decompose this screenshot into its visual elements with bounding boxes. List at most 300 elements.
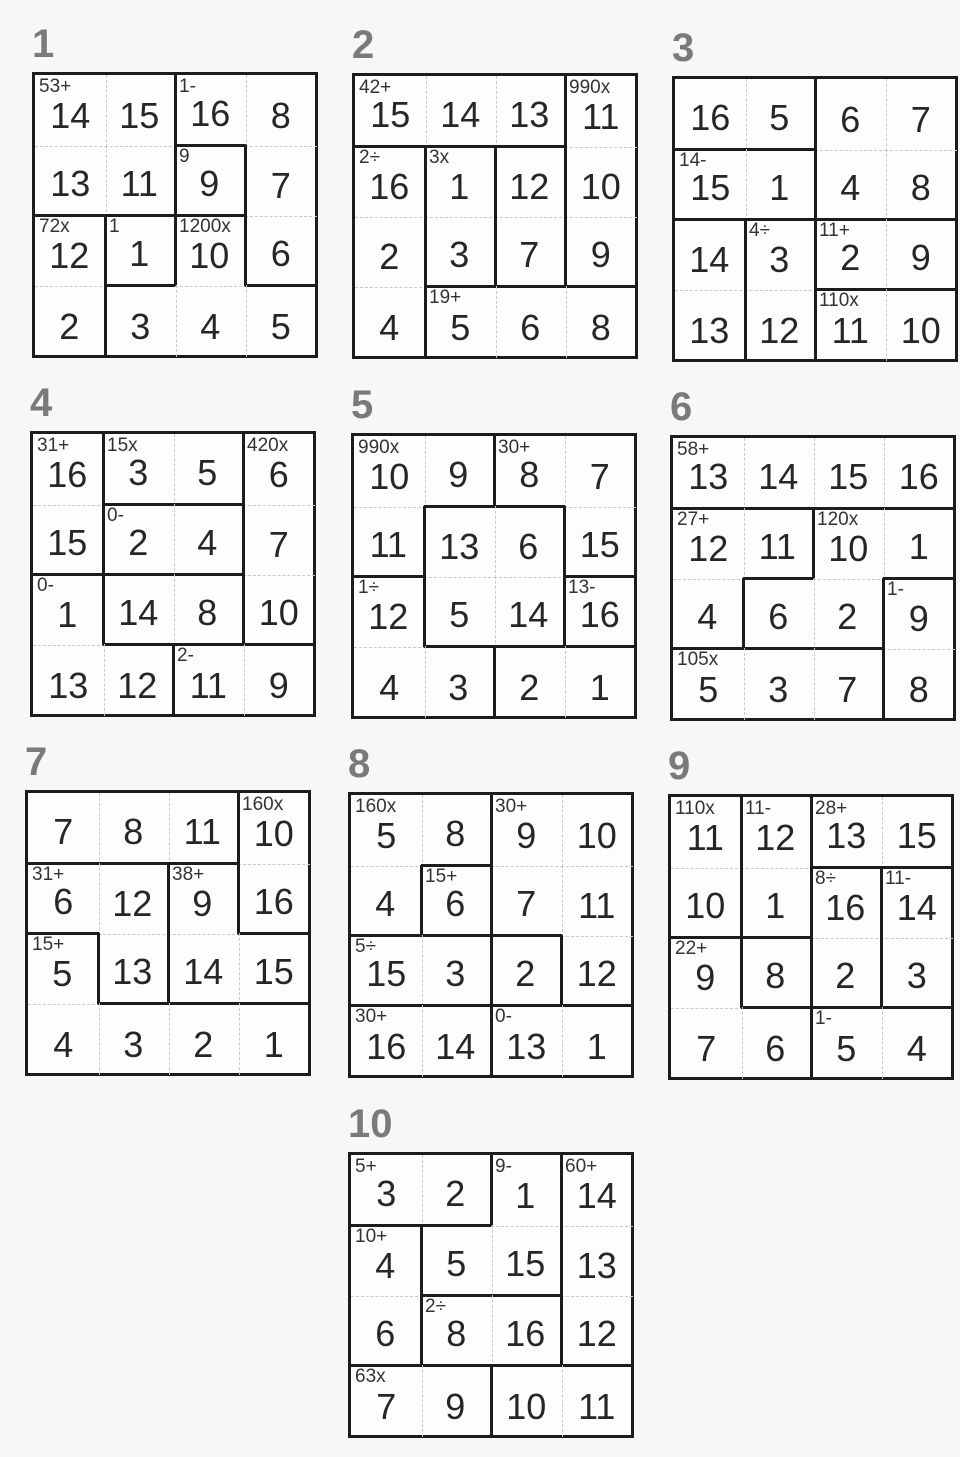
grid-cell[interactable] [881,797,953,869]
cell-value: 11 [183,810,221,852]
grid-cell[interactable] [33,574,105,646]
grid-cell[interactable] [103,504,175,576]
cell-value: 1 [263,1023,284,1065]
grid-cell[interactable] [35,215,107,287]
grid-cell[interactable] [491,1005,563,1077]
grid-cell[interactable] [175,145,247,217]
grid-cell[interactable] [564,646,636,718]
puzzle-number: 9 [668,744,691,788]
grid-cell[interactable] [815,79,887,151]
cell-value: 6 [768,595,789,637]
cage-clue: 28+ [815,798,848,819]
cell-value: 12 [509,165,550,207]
cell-value: 12 [576,1312,617,1354]
grid-cell[interactable] [245,285,317,357]
cell-value: 15 [579,523,620,565]
cell-value: 15 [690,166,731,208]
grid-cell[interactable] [425,146,497,218]
cell-value: 5 [449,593,470,635]
grid-cell[interactable] [743,438,815,510]
grid-cell[interactable] [495,146,567,218]
cell-value: 11 [120,162,158,204]
grid-cell[interactable] [881,867,953,939]
grid-cell[interactable] [243,434,315,506]
puzzle-grid [670,435,956,721]
grid-cell[interactable] [168,863,240,935]
grid-cell[interactable] [564,576,636,648]
cell-value: 3 [769,238,790,280]
grid-cell[interactable] [424,576,496,648]
grid-cell[interactable] [495,216,567,288]
cell-value: 10 [506,1385,547,1427]
cell-value: 12 [112,882,153,924]
cage-clue: 1- [887,579,904,600]
grid-cell[interactable] [105,75,177,147]
cell-value: 7 [516,882,537,924]
cage-clue: 990x [569,77,611,98]
grid-cell[interactable] [741,937,813,1009]
grid-cell[interactable] [28,1003,100,1075]
grid-cell[interactable] [491,1155,563,1227]
grid-cell[interactable] [421,935,493,1007]
grid-cell[interactable] [238,1003,310,1075]
grid-cell[interactable] [238,933,310,1005]
grid-cell[interactable] [33,644,105,716]
puzzle-number: 10 [348,1102,393,1146]
grid-cell[interactable] [881,937,953,1009]
grid-cell[interactable] [421,795,493,867]
grid-cell[interactable] [168,933,240,1005]
cell-value: 12 [576,952,617,994]
puzzle-number: 8 [348,742,371,786]
grid-cell[interactable] [243,644,315,716]
cell-value: 6 [53,880,74,922]
grid-cell[interactable] [245,215,317,287]
grid-cell[interactable] [495,286,567,358]
grid-cell[interactable] [561,865,633,937]
grid-cell[interactable] [421,1225,493,1297]
grid-cell[interactable] [105,145,177,217]
grid-cell[interactable] [491,1225,563,1297]
cell-value: 3 [445,952,466,994]
cage-clue: 15x [107,435,138,456]
cell-value: 6 [520,306,541,348]
grid-cell[interactable] [351,935,423,1007]
cage-clue: 110x [819,290,859,311]
grid-cell[interactable] [565,286,637,358]
grid-cell[interactable] [351,1225,423,1297]
cell-value: 12 [688,527,729,569]
grid-cell[interactable] [105,215,177,287]
cell-value: 1 [589,666,610,708]
cell-value: 2 [515,952,536,994]
grid-cell[interactable] [813,508,885,580]
grid-cell[interactable] [675,289,747,361]
grid-cell[interactable] [885,289,957,361]
cage-clue: 160x [242,794,284,815]
cell-value: 6 [765,1027,786,1069]
cage-clue: 13- [568,577,596,598]
cell-value: 9 [695,956,716,998]
grid-cell[interactable] [675,219,747,291]
grid-cell[interactable] [98,863,170,935]
grid-cell[interactable] [105,285,177,357]
cell-value: 2 [840,236,861,278]
cell-value: 8 [446,1312,467,1354]
cell-value: 3 [123,1023,144,1065]
cell-value: 10 [685,884,726,926]
grid-cell[interactable] [103,574,175,646]
grid-cell[interactable] [494,506,566,578]
grid-cell[interactable] [491,935,563,1007]
cage-clue: 8÷ [815,868,836,889]
grid-cell[interactable] [743,508,815,580]
cage-clue: 1 [109,216,120,237]
cell-value: 4 [197,521,218,563]
cell-value: 16 [47,453,88,495]
cell-value: 2 [193,1023,214,1065]
cell-value: 9 [590,233,611,275]
cell-value: 7 [270,164,291,206]
grid-cell[interactable] [421,1295,493,1367]
cage-clue: 63x [355,1366,386,1387]
cage-clue: 15+ [32,934,65,955]
grid-cell[interactable] [243,574,315,646]
cell-value: 7 [376,1385,397,1427]
cell-value: 8 [445,812,466,854]
cage-clue: 5+ [355,1156,377,1177]
cell-value: 12 [117,664,158,706]
cell-value: 11 [578,884,616,926]
cell-value: 14 [183,950,224,992]
cell-value: 13 [509,93,550,135]
puzzle-number: 7 [25,740,48,784]
grid-cell[interactable] [243,504,315,576]
grid-cell[interactable] [351,1365,423,1437]
grid-cell[interactable] [168,1003,240,1075]
grid-cell[interactable] [883,438,955,510]
grid-cell[interactable] [424,646,496,718]
cell-value: 3 [130,305,151,347]
cell-value: 3 [448,666,469,708]
grid-cell[interactable] [354,646,426,718]
puzzle-grid [348,792,634,1078]
cell-value: 13 [688,455,729,497]
grid-cell[interactable] [675,79,747,151]
cell-value: 15 [253,950,294,992]
grid-cell[interactable] [351,795,423,867]
cage-clue: 19+ [429,287,462,308]
cell-value: 2 [128,521,149,563]
puzzle-number: 3 [672,26,695,70]
cell-value: 7 [837,668,858,710]
grid-cell[interactable] [98,793,170,865]
grid-cell[interactable] [883,578,955,650]
grid-cell[interactable] [813,438,885,510]
grid-cell[interactable] [424,506,496,578]
grid-cell[interactable] [35,285,107,357]
grid-cell[interactable] [355,216,427,288]
grid-cell[interactable] [355,286,427,358]
cell-value: 8 [908,668,929,710]
grid-cell[interactable] [565,216,637,288]
grid-cell[interactable] [175,285,247,357]
grid-cell[interactable] [425,216,497,288]
grid-cell[interactable] [745,79,817,151]
grid-cell[interactable] [173,644,245,716]
grid-cell[interactable] [565,146,637,218]
cage-clue: 0- [495,1006,512,1027]
cage-clue: 9- [495,1156,512,1177]
grid-cell[interactable] [815,289,887,361]
cage-clue: 1200x [179,216,231,237]
cell-value: 14 [435,1025,476,1067]
grid-cell[interactable] [424,436,496,508]
grid-cell[interactable] [173,574,245,646]
cell-value: 13 [48,664,89,706]
grid-cell[interactable] [811,867,883,939]
grid-cell[interactable] [245,75,317,147]
grid-cell[interactable] [741,797,813,869]
cell-value: 7 [268,523,289,565]
grid-cell[interactable] [881,1007,953,1079]
grid-cell[interactable] [355,146,427,218]
puzzle-grid [25,790,311,1076]
puzzle-number: 6 [670,385,693,429]
grid-cell[interactable] [491,1295,563,1367]
grid-cell[interactable] [421,865,493,937]
grid-cell[interactable] [885,149,957,221]
cell-value: 3 [768,668,789,710]
grid-cell[interactable] [494,576,566,648]
grid-cell[interactable] [741,867,813,939]
grid-cell[interactable] [741,1007,813,1079]
grid-cell[interactable] [883,648,955,720]
grid-cell[interactable] [421,1005,493,1077]
cell-value: 13 [439,525,480,567]
grid-cell[interactable] [491,1365,563,1437]
cell-value: 14 [896,886,937,928]
cell-value: 4 [379,666,400,708]
cell-value: 15 [47,521,88,563]
grid-cell[interactable] [673,438,745,510]
cell-value: 3 [449,233,470,275]
cell-value: 4 [697,595,718,637]
grid-cell[interactable] [561,1295,633,1367]
cage-clue: 0- [37,575,54,596]
cell-value: 14 [508,593,549,635]
grid-cell[interactable] [671,867,743,939]
grid-cell[interactable] [743,648,815,720]
grid-cell[interactable] [673,508,745,580]
grid-cell[interactable] [238,863,310,935]
grid-cell[interactable] [103,644,175,716]
cell-value: 8 [910,166,931,208]
cage-clue: 0- [107,505,124,526]
cage-clue: 420x [247,435,289,456]
grid-cell[interactable] [351,1295,423,1367]
grid-cell[interactable] [491,795,563,867]
cell-value: 6 [518,525,539,567]
cage-clue: 72x [39,216,70,237]
puzzle-grid [32,72,318,358]
cell-value: 13 [112,950,153,992]
grid-cell[interactable] [885,79,957,151]
cell-value: 8 [270,94,291,136]
cell-value: 2 [519,666,540,708]
cell-value: 15 [370,93,411,135]
grid-cell[interactable] [98,1003,170,1075]
cell-value: 4 [375,1244,396,1286]
grid-cell[interactable] [675,149,747,221]
grid-cell[interactable] [245,145,317,217]
cage-clue: 160x [355,796,397,817]
grid-cell[interactable] [494,646,566,718]
grid-cell[interactable] [673,578,745,650]
cage-clue: 31+ [32,864,65,885]
cell-value: 3 [906,954,927,996]
grid-cell[interactable] [35,145,107,217]
grid-cell[interactable] [421,1155,493,1227]
grid-cell[interactable] [173,504,245,576]
grid-cell[interactable] [811,1007,883,1079]
cell-value: 11 [758,525,796,567]
grid-cell[interactable] [561,795,633,867]
cell-value: 11 [369,523,407,565]
grid-cell[interactable] [565,76,637,148]
grid-cell[interactable] [671,1007,743,1079]
grid-cell[interactable] [815,149,887,221]
cell-value: 14 [758,455,799,497]
grid-cell[interactable] [671,937,743,1009]
cage-clue: 15+ [425,866,458,887]
grid-cell[interactable] [564,506,636,578]
grid-cell[interactable] [561,935,633,1007]
grid-cell[interactable] [564,436,636,508]
cell-value: 6 [270,232,291,274]
grid-cell[interactable] [491,865,563,937]
cage-clue: 60+ [565,1156,598,1177]
cell-value: 4 [200,305,221,347]
grid-cell[interactable] [883,508,955,580]
grid-cell[interactable] [355,76,427,148]
cell-value: 11 [582,95,620,137]
grid-cell[interactable] [561,1225,633,1297]
cell-value: 13 [506,1025,547,1067]
cage-clue: 10+ [355,1226,388,1247]
grid-cell[interactable] [173,434,245,506]
grid-cell[interactable] [745,289,817,361]
grid-cell[interactable] [561,1005,633,1077]
cage-clue: 11- [745,798,772,819]
grid-cell[interactable] [354,436,426,508]
grid-cell[interactable] [811,937,883,1009]
cell-value: 12 [755,816,796,858]
cell-value: 4 [375,882,396,924]
cell-value: 10 [253,812,294,854]
grid-cell[interactable] [168,793,240,865]
cage-clue: 42+ [359,77,392,98]
grid-cell[interactable] [885,219,957,291]
cell-value: 13 [576,1244,617,1286]
cell-value: 9 [445,1385,466,1427]
cell-value: 16 [253,880,294,922]
grid-cell[interactable] [421,1365,493,1437]
cell-value: 5 [698,668,719,710]
grid-cell[interactable] [33,434,105,506]
grid-cell[interactable] [815,219,887,291]
cell-value: 1 [515,1174,536,1216]
grid-cell[interactable] [98,933,170,1005]
cage-clue: 53+ [39,76,72,97]
grid-cell[interactable] [671,797,743,869]
cage-clue: 9 [179,146,190,167]
cell-value: 9 [199,162,220,204]
grid-cell[interactable] [561,1155,633,1227]
cell-value: 1 [769,166,790,208]
cell-value: 5 [769,96,790,138]
grid-cell[interactable] [351,865,423,937]
cell-value: 2 [379,235,400,277]
grid-cell[interactable] [354,576,426,648]
grid-cell[interactable] [745,149,817,221]
grid-cell[interactable] [238,793,310,865]
cell-value: 16 [898,455,939,497]
grid-cell[interactable] [494,436,566,508]
grid-cell[interactable] [745,219,817,291]
grid-cell[interactable] [425,76,497,148]
cell-value: 12 [49,234,90,276]
grid-cell[interactable] [175,215,247,287]
grid-cell[interactable] [811,797,883,869]
grid-cell[interactable] [425,286,497,358]
puzzle-grid [672,76,958,362]
cell-value: 16 [825,886,866,928]
grid-cell[interactable] [351,1155,423,1227]
grid-cell[interactable] [673,648,745,720]
cell-value: 14 [689,238,730,280]
grid-cell[interactable] [495,76,567,148]
grid-cell[interactable] [35,75,107,147]
grid-cell[interactable] [743,578,815,650]
cell-value: 8 [590,306,611,348]
grid-cell[interactable] [33,504,105,576]
cell-value: 5 [446,1242,467,1284]
cell-value: 7 [53,810,74,852]
grid-cell[interactable] [28,933,100,1005]
cell-value: 9 [908,597,929,639]
cell-value: 16 [369,165,410,207]
cell-value: 5 [376,814,397,856]
grid-cell[interactable] [175,75,247,147]
puzzle-grid [348,1152,634,1438]
cell-value: 10 [369,455,410,497]
cell-value: 9 [192,882,213,924]
grid-cell[interactable] [813,648,885,720]
cell-value: 6 [268,453,289,495]
grid-cell[interactable] [28,863,100,935]
cell-value: 1 [908,525,929,567]
grid-cell[interactable] [354,506,426,578]
grid-cell[interactable] [28,793,100,865]
cell-value: 16 [505,1312,546,1354]
grid-cell[interactable] [813,578,885,650]
puzzle-number: 4 [30,381,53,425]
cell-value: 5 [450,306,471,348]
grid-cell[interactable] [351,1005,423,1077]
grid-cell[interactable] [103,434,175,506]
grid-cell[interactable] [561,1365,633,1437]
